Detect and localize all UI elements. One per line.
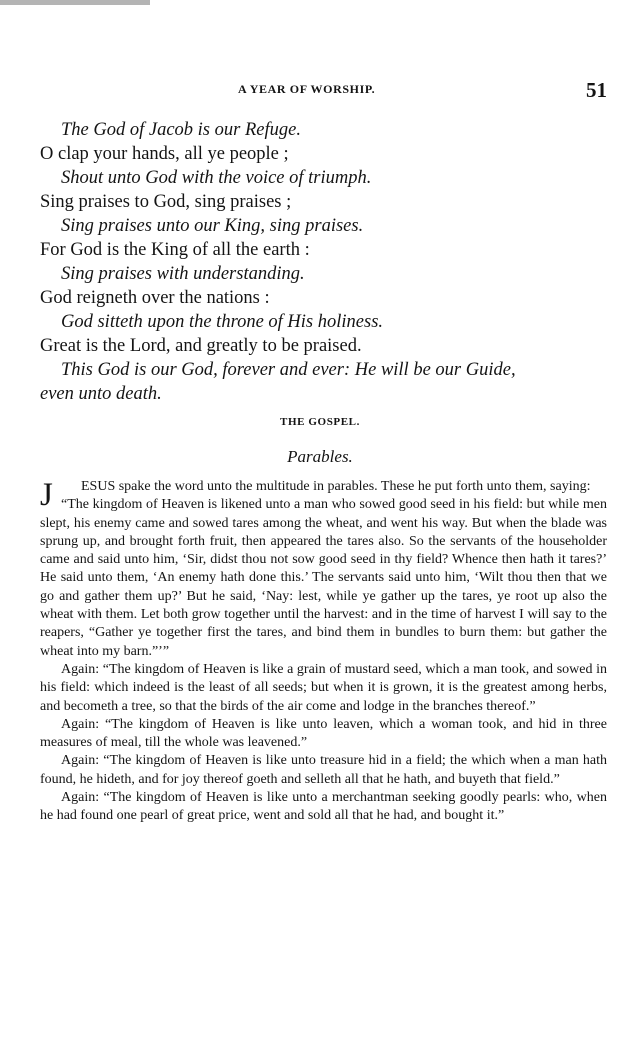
psalm-line: God sitteth upon the throne of His holiness. xyxy=(61,312,384,332)
page-number: 51 xyxy=(586,78,607,102)
psalm-line: This God is our God, forever and ever: He will be our Guide, xyxy=(61,360,516,380)
psalm-responsive-reading xyxy=(40,118,612,406)
psalm-line: Great is the Lord, and greatly to be praised. xyxy=(40,336,362,356)
paragraph: Again: “The kingdom of Heaven is like unto leaven, which a woman took, and hid in three measures of meal, till the whole was leavened.” xyxy=(40,716,607,751)
psalm-line: For God is the King of all the earth : xyxy=(40,240,310,260)
drop-cap: J xyxy=(40,477,53,513)
psalm-line: The God of Jacob is our Refuge. xyxy=(61,120,301,140)
gospel-text xyxy=(40,478,607,826)
psalm-line: even unto death. xyxy=(40,384,162,404)
psalm-line: Shout unto God with the voice of triumph. xyxy=(61,168,372,188)
first-paragraph-lead: ESUS spake the word unto the multitude in parables. These he put forth unto them, saying: xyxy=(81,479,591,494)
scan-edge-mark xyxy=(0,0,150,5)
psalm-line: God reigneth over the nations : xyxy=(40,288,270,308)
paragraph: Again: “The kingdom of Heaven is like unto treasure hid in a field; the which when a man hath found, he hideth, and for joy thereof goeth and selleth all that he hath, and buyeth that field.” xyxy=(40,753,607,787)
paragraph: Again: “The kingdom of Heaven is like a grain of mustard seed, which a man took, and sowed in his field: which indeed is the least of all seeds; but when it is grown, it is the greatest among herbs, and becometh a tree, so that the birds of the air come and lodge in the branches thereof.” xyxy=(40,661,607,714)
parables-title: Parables. xyxy=(287,447,353,466)
gospel-heading: THE GOSPEL. xyxy=(280,416,360,428)
first-paragraph xyxy=(40,478,607,661)
psalm-line: Sing praises unto our King, sing praises. xyxy=(61,216,364,236)
first-paragraph-body: “The kingdom of Heaven is likened unto a man who sowed good seed in his field: but while men slept, his enemy came and sowed tares among the wheat, and went his way. But when the blade was sprung up, and brought forth fruit, then appeared the tares also. So the servants of the householder came and said unto him, ‘Sir, didst thou not sow good seed in thy field? Whence then hath it tares?’ He said unto them, ‘An enemy hath done this.’ The servants said unto him, ‘Wilt thou then that we go and gather them up?’ But he said, ‘Nay: lest, while ye gather up the tares, ye root up also the wheat with them. Let both grow together until the harvest: and in the time of harvest I will say to the reapers, “Gather ye together first the tares, and bind them in bundles to burn them: but gather the wheat into my barn.”’” xyxy=(40,497,607,659)
paragraph: Again: “The kingdom of Heaven is like unto a merchantman seeking goodly pearls: who, when he had found one pearl of great price, went and sold all that he had, and bought it.” xyxy=(40,790,607,824)
psalm-line: Sing praises to God, sing praises ; xyxy=(40,192,292,212)
page-header xyxy=(0,78,640,102)
running-title: A YEAR OF WORSHIP. xyxy=(238,82,376,96)
psalm-line: O clap your hands, all ye people ; xyxy=(40,144,289,164)
psalm-line: Sing praises with understanding. xyxy=(61,264,305,284)
